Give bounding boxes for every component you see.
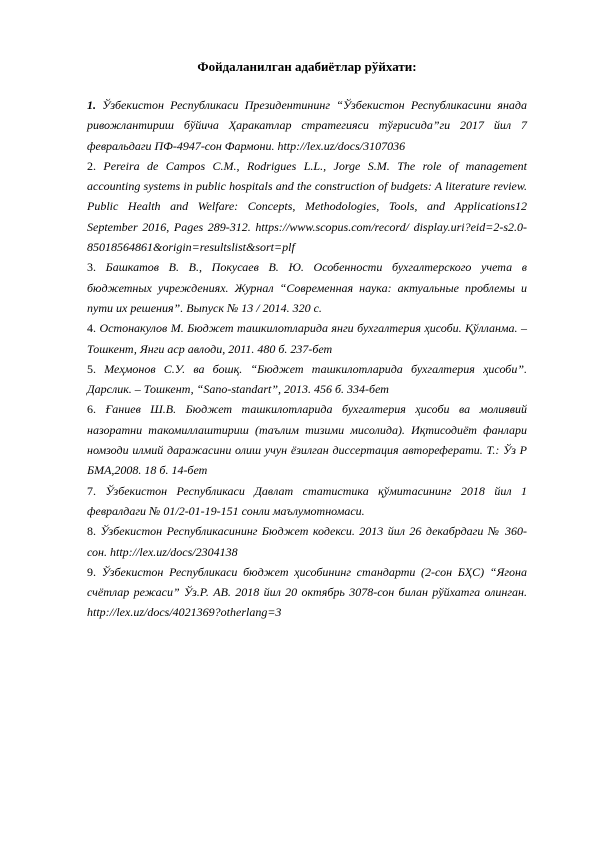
reference-item bbox=[87, 562, 527, 623]
reference-text: Ўзбекистон Республикасининг Бюджет кодекси. 2013 йил 26 декабрдаги № 360-сон. http://lex.uz/docs/2304138 bbox=[87, 524, 528, 559]
reference-text: Pereira de Campos C.M., Rodrigues L.L., Jorge S.M. The role of management accounting systems in public hospitals and the construction of budgets: A literature review. Public Health and Welfare: Concepts, Methodologies, Tools, and Applications12 September 2016, Pages 289-312. https://www.scopus.com/record/ display.uri?eid=2-s2.0-85018564861&origin=resultslist&sort=plf bbox=[87, 158, 527, 255]
reference-number: 8. bbox=[87, 524, 96, 539]
reference-number: 6. bbox=[87, 402, 96, 417]
page-title: Фойдаланилган адабиётлар рўйхати: bbox=[197, 59, 417, 74]
reference-text: Башкатов В. В., Покусаев В. Ю. Особенности бухгалтерского учета в бюджетных учреждениях. Журнал “Современная наука: актуальные проблемы и пути их решения”. Выпуск № 13 / 2014. 320 с. bbox=[87, 260, 527, 315]
reference-number: 2. bbox=[87, 158, 96, 173]
reference-item bbox=[87, 156, 527, 257]
reference-item bbox=[87, 359, 527, 400]
reference-text: Меҳмонов С.У. ва бошқ. “Бюджет ташкилотларида бухгалтерия ҳисоби”. Дарслик. – Тошкент, “Sano-standart”, 2013. 456 б. 334-бет bbox=[87, 361, 528, 397]
reference-text: Ўзбекистон Республикаси бюджет ҳисобининг стандарти (2-сон БҲС) “Ягона счётлар режаси” Ўз.Р. АВ. 2018 йил 20 октябрь 3078-сон билан рўйхатга олинган. http://lex.uz/docs/4021369?otherlang=3 bbox=[87, 564, 527, 620]
reference-number: 4. bbox=[87, 321, 96, 336]
reference-item bbox=[87, 257, 527, 318]
reference-list bbox=[87, 95, 527, 623]
reference-number: 9. bbox=[87, 564, 96, 579]
reference-number: 5. bbox=[87, 361, 96, 376]
reference-text: Ўзбекистон Республикаси Президентининг “Ўзбекистон Республикасини янада ривожлантириш бўйича Ҳаракатлар стратегияси тўғрисида”ги 2017 йил 7 февральдаги ПФ-4947-сон Фармони. http://lex.uz/docs/3107036 bbox=[87, 98, 527, 153]
reference-text: Остонакулов М. Бюджет ташкилотларида янги бухгалтерия ҳисоби. Қўлланма. – Тошкент, Янги аср авлоди, 2011. 480 б. 237-бет bbox=[87, 321, 527, 356]
document-page bbox=[87, 57, 527, 623]
reference-number: 3. bbox=[87, 260, 96, 275]
reference-item bbox=[87, 521, 527, 562]
reference-item bbox=[87, 318, 527, 359]
reference-item bbox=[87, 399, 527, 480]
reference-item bbox=[87, 481, 527, 522]
reference-item bbox=[87, 95, 527, 156]
reference-number: 7. bbox=[87, 483, 96, 498]
reference-number: 1. bbox=[87, 98, 96, 112]
reference-text: Ғаниев Ш.В. Бюджет ташкилотларида бухгалтерия ҳисоби ва молиявий назоратни такомиллаштириш (таълим тизими мисолида). Иқтисодиёт фанлари номзоди илмий даражасини олиш учун ёзилган диссертация автореферати. Т.: Ўз Р БМА,2008. 18 б. 14-бет bbox=[87, 402, 527, 478]
reference-text: Ўзбекистон Республикаси Давлат статистика қўмитасининг 2018 йил 1 февралдаги № 01/2-01-19-151 сонли маълумотномаси. bbox=[87, 483, 528, 518]
